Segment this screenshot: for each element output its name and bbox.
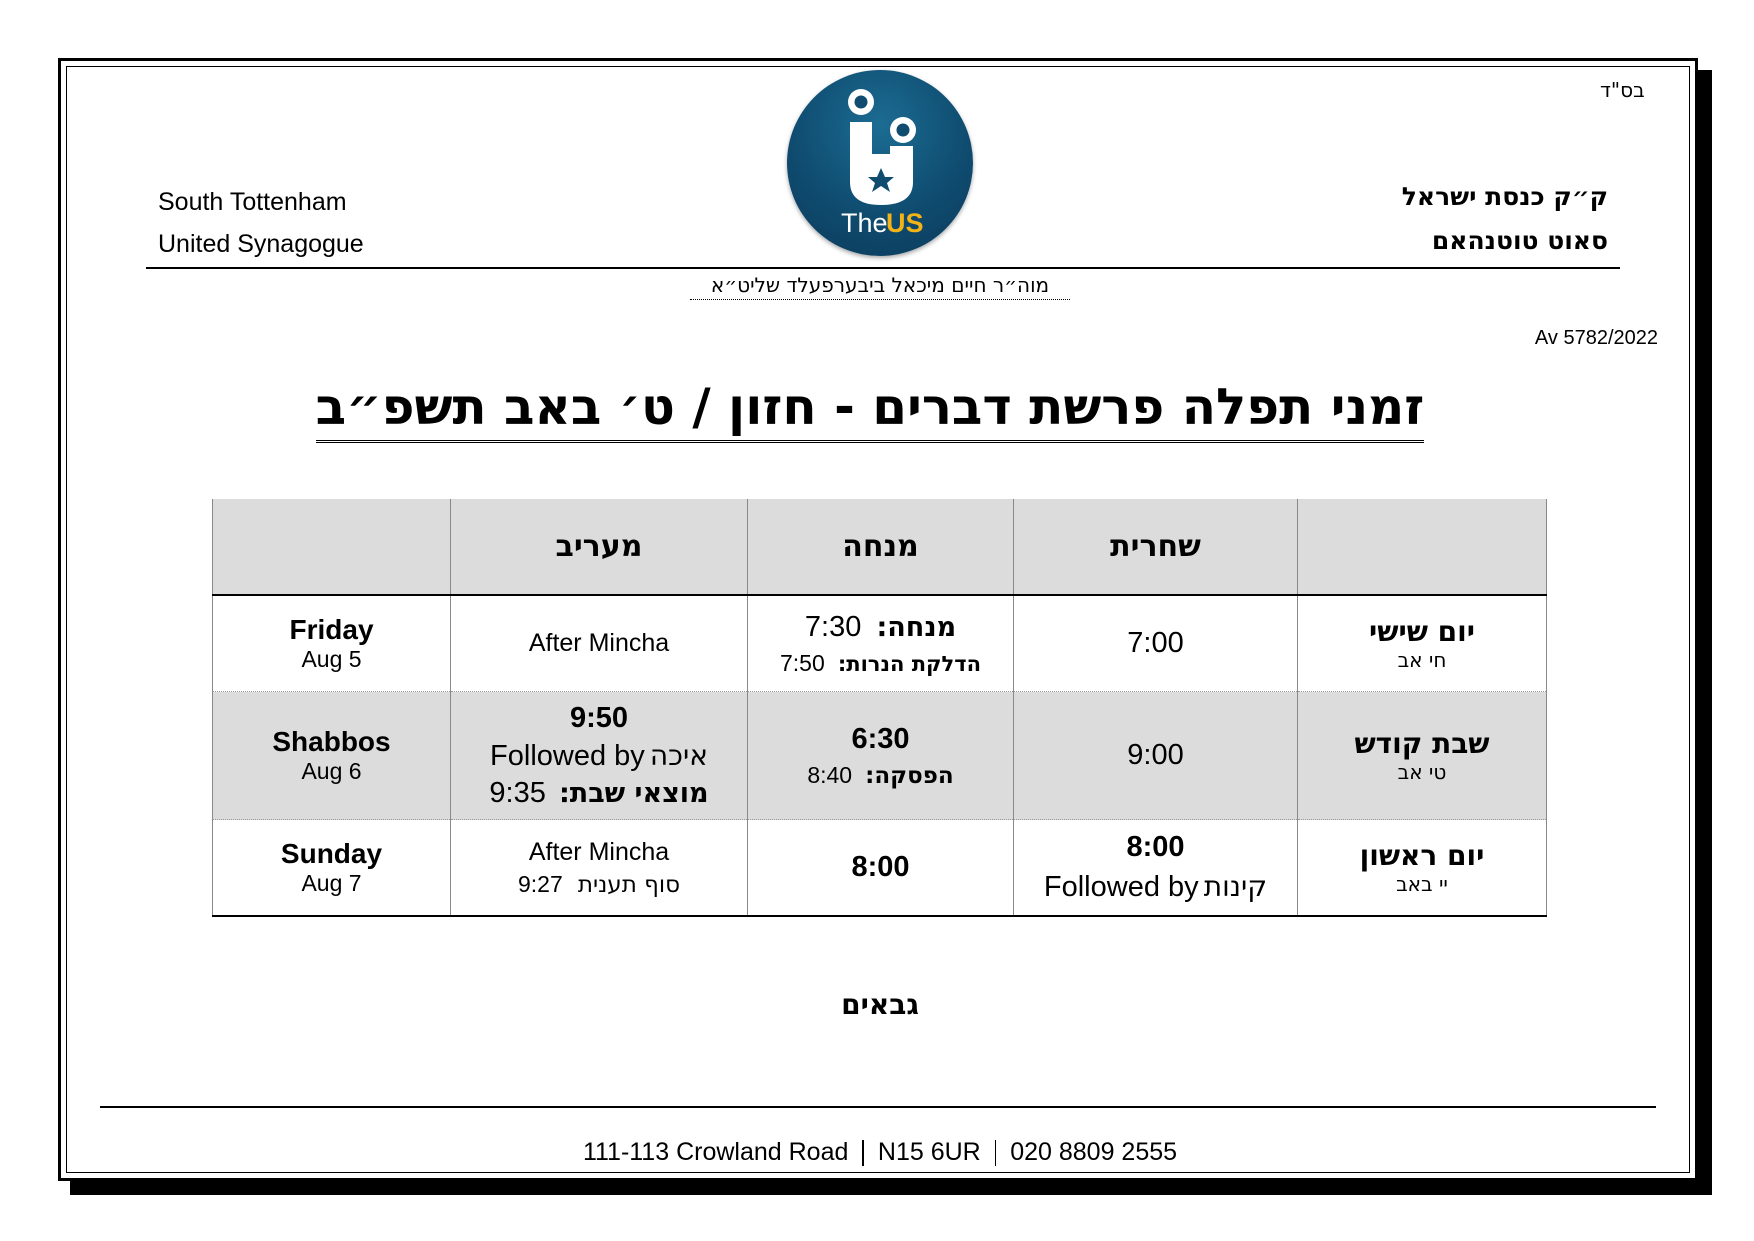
header-rule <box>146 267 1620 269</box>
mincha-time: 8:00 <box>851 851 910 883</box>
gabaim-signature: גבאים <box>841 988 919 1021</box>
footer-phone: 020 8809 2555 <box>1010 1138 1178 1166</box>
day-he-cell <box>1298 820 1547 917</box>
followed-by-text: Followed by <box>490 739 645 772</box>
page-title <box>200 378 1540 436</box>
day-he: שבת קודש <box>1354 727 1490 760</box>
shacharis-cell <box>1014 820 1298 917</box>
shacharis-time: 9:00 <box>1127 739 1184 771</box>
footer-rule <box>100 1106 1656 1108</box>
candles-time: 7:50 <box>780 649 825 676</box>
footer-contact <box>500 1138 1260 1167</box>
date-he: טי אב <box>1397 760 1447 784</box>
prayer-times-table <box>212 499 1547 917</box>
candles-label: הדלקת הנרות: <box>837 651 981 676</box>
maariv-time: 9:50 <box>569 701 629 734</box>
mincha-cell <box>748 595 1014 692</box>
date-en: Aug 6 <box>301 758 362 784</box>
bsd-mark: בס"ד <box>1600 78 1645 102</box>
motzei-shabbos-time: 9:35 <box>489 776 546 809</box>
shacharis-time: 8:00 <box>1126 831 1185 863</box>
logo-figure-icon <box>787 70 973 256</box>
logo-text-us: US <box>886 208 924 238</box>
day-en-cell <box>213 820 451 917</box>
mincha-time: 7:30 <box>804 610 862 643</box>
header-cell-empty-he <box>1298 499 1547 595</box>
day-he-cell <box>1298 595 1547 692</box>
maariv-text: After Mincha <box>528 629 670 657</box>
table-row <box>213 692 1547 820</box>
eicha-label: איכה <box>649 738 708 772</box>
org-name-he-line2: סאוט טוטנהאם <box>1431 226 1608 255</box>
mincha-cell <box>748 692 1014 820</box>
table-row <box>213 595 1547 692</box>
logo-text-the: The <box>841 208 888 238</box>
kinos-label: קינות <box>1203 870 1268 903</box>
date-en: Aug 5 <box>301 646 362 672</box>
footer-divider <box>862 1140 864 1166</box>
shacharis-cell <box>1014 595 1298 692</box>
page-title-text: זמני תפלה פרשת דברים - חזון / ט׳ באב תשפ״ב <box>316 378 1425 443</box>
document-date: Av 5782/2022 <box>1534 327 1658 349</box>
day-en: Sunday <box>280 838 383 869</box>
maariv-cell <box>451 820 748 917</box>
org-name-en-line2: United Synagogue <box>158 230 364 258</box>
fast-end-label: סוף תענית <box>577 871 681 898</box>
motzei-shabbos-label: מוצאי שבת: <box>558 777 709 809</box>
date-he: יי באב <box>1396 872 1448 896</box>
header-maariv: מעריב <box>451 499 748 595</box>
footer-address: 111-113 Crowland Road <box>582 1138 849 1166</box>
footer-postcode: N15 6UR <box>877 1138 981 1166</box>
hafsaka-time: 8:40 <box>807 761 853 788</box>
org-name-he-line1: ק״ק כנסת ישראל <box>1401 182 1608 211</box>
maariv-cell <box>451 692 748 820</box>
synagogue-logo <box>787 70 973 256</box>
day-he: יום ראשון <box>1359 839 1485 872</box>
hafsaka-label: הפסקה: <box>865 762 954 789</box>
day-en-cell <box>213 595 451 692</box>
rabbi-line: מוה״ר חיים מיכאל ביבערפעלד שליט״א <box>690 273 1070 300</box>
day-en: Friday <box>289 614 374 645</box>
fast-end-time: 9:27 <box>517 870 563 897</box>
shacharis-cell <box>1014 692 1298 820</box>
day-he: יום שישי <box>1368 615 1476 648</box>
table-header-row <box>213 499 1547 595</box>
day-en: Shabbos <box>272 726 391 757</box>
date-en: Aug 7 <box>301 870 362 896</box>
header-shacharis: שחרית <box>1014 499 1298 595</box>
table-row <box>213 820 1547 917</box>
org-name-en-line1: South Tottenham <box>158 188 347 216</box>
mincha-time: 6:30 <box>851 722 910 755</box>
maariv-cell <box>451 595 748 692</box>
date-he: חי אב <box>1397 648 1447 672</box>
followed-by-text: Followed by <box>1043 871 1199 903</box>
day-en-cell <box>213 692 451 820</box>
mincha-label: מנחה: <box>876 611 957 643</box>
maariv-text: After Mincha <box>528 837 670 866</box>
header-cell-empty-en <box>213 499 451 595</box>
day-he-cell <box>1298 692 1547 820</box>
mincha-cell <box>748 820 1014 917</box>
footer-divider <box>995 1140 997 1166</box>
header-mincha: מנחה <box>748 499 1014 595</box>
shacharis-time: 7:00 <box>1127 627 1184 659</box>
